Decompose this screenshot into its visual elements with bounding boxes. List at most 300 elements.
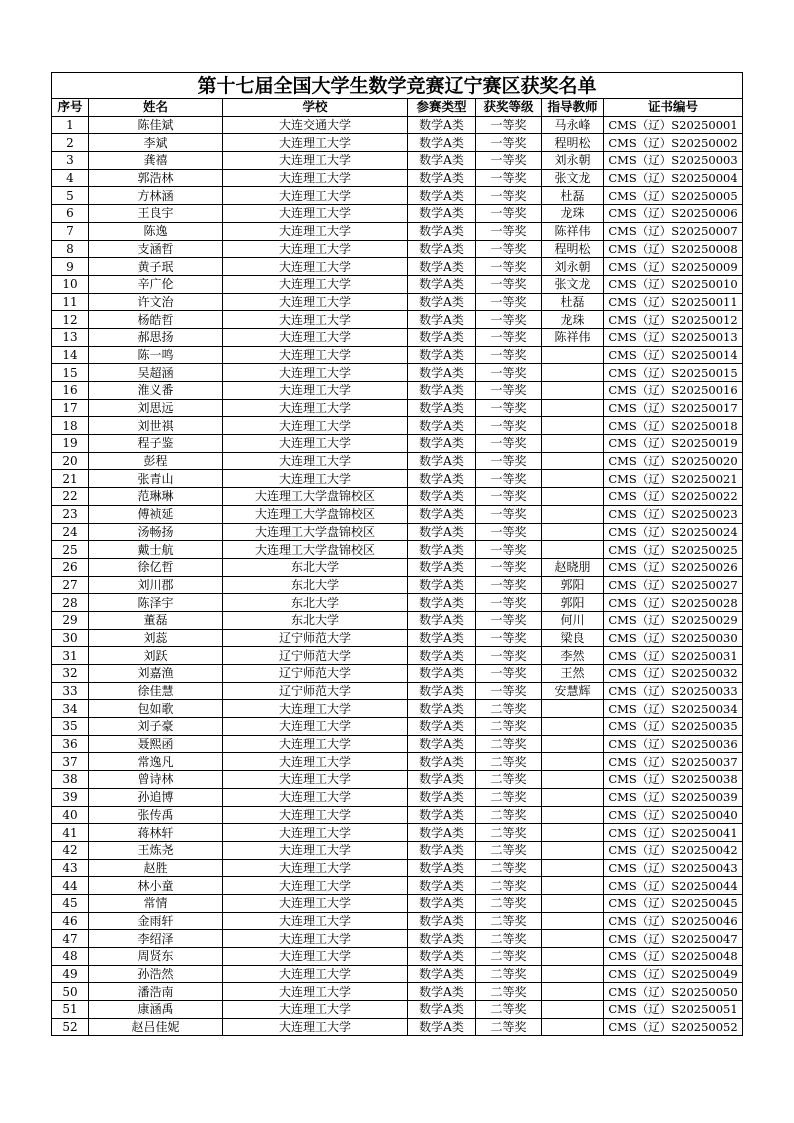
table-row <box>52 505 743 523</box>
row-seq: 33 <box>52 682 89 700</box>
row-award: 一等奖 <box>476 258 542 276</box>
row-name: 汤畅扬 <box>89 523 223 541</box>
row-certificate: CMS（辽）S20250028 <box>604 594 743 612</box>
row-advisor: 郭阳 <box>542 594 604 612</box>
row-name: 郭浩林 <box>89 169 223 187</box>
row-name: 刘嘉渔 <box>89 665 223 683</box>
row-advisor: 李然 <box>542 647 604 665</box>
row-advisor <box>542 417 604 435</box>
row-school: 大连理工大学 <box>223 258 408 276</box>
row-certificate: CMS（辽）S20250010 <box>604 275 743 293</box>
row-advisor: 何川 <box>542 611 604 629</box>
header-certificate: 证书编号 <box>604 99 743 117</box>
row-school: 大连理工大学 <box>223 275 408 293</box>
row-seq: 22 <box>52 488 89 506</box>
row-school: 大连理工大学 <box>223 152 408 170</box>
row-certificate: CMS（辽）S20250025 <box>604 541 743 559</box>
row-certificate: CMS（辽）S20250044 <box>604 877 743 895</box>
row-award: 一等奖 <box>476 169 542 187</box>
row-category: 数学A类 <box>408 665 476 683</box>
table-row <box>52 859 743 877</box>
row-seq: 43 <box>52 859 89 877</box>
row-certificate: CMS（辽）S20250002 <box>604 134 743 152</box>
row-name: 康涵禹 <box>89 1001 223 1019</box>
row-school: 大连理工大学 <box>223 948 408 966</box>
table-row <box>52 930 743 948</box>
table-row <box>52 116 743 134</box>
row-name: 常逸凡 <box>89 753 223 771</box>
row-award: 一等奖 <box>476 399 542 417</box>
row-school: 辽宁师范大学 <box>223 647 408 665</box>
row-category: 数学A类 <box>408 859 476 877</box>
row-seq: 5 <box>52 187 89 205</box>
row-advisor: 郭阳 <box>542 576 604 594</box>
row-advisor: 王然 <box>542 665 604 683</box>
row-school: 大连理工大学 <box>223 877 408 895</box>
row-certificate: CMS（辽）S20250005 <box>604 187 743 205</box>
row-seq: 24 <box>52 523 89 541</box>
row-category: 数学A类 <box>408 275 476 293</box>
row-school: 大连理工大学 <box>223 930 408 948</box>
row-advisor <box>542 1018 604 1036</box>
row-advisor <box>542 346 604 364</box>
row-school: 大连理工大学 <box>223 788 408 806</box>
row-category: 数学A类 <box>408 205 476 223</box>
table-row <box>52 965 743 983</box>
row-name: 刘跃 <box>89 647 223 665</box>
row-award: 二等奖 <box>476 983 542 1001</box>
row-school: 大连理工大学 <box>223 1001 408 1019</box>
row-name: 张青山 <box>89 470 223 488</box>
header-award: 获奖等级 <box>476 99 542 117</box>
row-certificate: CMS（辽）S20250013 <box>604 328 743 346</box>
table-row <box>52 541 743 559</box>
row-certificate: CMS（辽）S20250017 <box>604 399 743 417</box>
table-row <box>52 417 743 435</box>
row-seq: 48 <box>52 948 89 966</box>
row-name: 郝思扬 <box>89 328 223 346</box>
row-name: 范琳琳 <box>89 488 223 506</box>
row-category: 数学A类 <box>408 682 476 700</box>
row-certificate: CMS（辽）S20250012 <box>604 311 743 329</box>
row-advisor <box>542 435 604 453</box>
row-award: 一等奖 <box>476 187 542 205</box>
row-advisor <box>542 470 604 488</box>
row-seq: 36 <box>52 735 89 753</box>
row-category: 数学A类 <box>408 558 476 576</box>
row-seq: 45 <box>52 894 89 912</box>
table-row <box>52 134 743 152</box>
row-award: 二等奖 <box>476 1018 542 1036</box>
table-row <box>52 293 743 311</box>
row-name: 陈泽宇 <box>89 594 223 612</box>
table-row <box>52 169 743 187</box>
row-school: 大连理工大学 <box>223 134 408 152</box>
row-award: 二等奖 <box>476 912 542 930</box>
row-category: 数学A类 <box>408 948 476 966</box>
row-award: 一等奖 <box>476 240 542 258</box>
row-name: 刘世祺 <box>89 417 223 435</box>
row-seq: 8 <box>52 240 89 258</box>
table-row <box>52 222 743 240</box>
header-advisor: 指导教师 <box>542 99 604 117</box>
table-row <box>52 983 743 1001</box>
table-row <box>52 771 743 789</box>
row-seq: 6 <box>52 205 89 223</box>
table-row <box>52 328 743 346</box>
row-category: 数学A类 <box>408 1001 476 1019</box>
row-school: 辽宁师范大学 <box>223 665 408 683</box>
row-name: 吴超涵 <box>89 364 223 382</box>
table-row <box>52 205 743 223</box>
row-award: 二等奖 <box>476 894 542 912</box>
row-seq: 12 <box>52 311 89 329</box>
row-advisor: 杜磊 <box>542 187 604 205</box>
row-certificate: CMS（辽）S20250043 <box>604 859 743 877</box>
row-seq: 32 <box>52 665 89 683</box>
row-school: 大连理工大学 <box>223 859 408 877</box>
row-award: 一等奖 <box>476 541 542 559</box>
table-row <box>52 682 743 700</box>
row-award: 一等奖 <box>476 222 542 240</box>
row-award: 二等奖 <box>476 841 542 859</box>
row-advisor <box>542 771 604 789</box>
row-advisor <box>542 399 604 417</box>
row-school: 东北大学 <box>223 611 408 629</box>
row-category: 数学A类 <box>408 576 476 594</box>
row-school: 大连理工大学 <box>223 470 408 488</box>
table-row <box>52 1018 743 1036</box>
row-name: 支涵哲 <box>89 240 223 258</box>
row-certificate: CMS（辽）S20250023 <box>604 505 743 523</box>
row-name: 刘蕊 <box>89 629 223 647</box>
row-name: 刘思远 <box>89 399 223 417</box>
row-school: 大连理工大学 <box>223 771 408 789</box>
row-award: 一等奖 <box>476 647 542 665</box>
row-award: 一等奖 <box>476 346 542 364</box>
row-school: 大连理工大学 <box>223 435 408 453</box>
row-award: 一等奖 <box>476 293 542 311</box>
row-advisor <box>542 523 604 541</box>
row-name: 董磊 <box>89 611 223 629</box>
row-school: 大连理工大学 <box>223 346 408 364</box>
row-award: 一等奖 <box>476 488 542 506</box>
table-row <box>52 877 743 895</box>
row-name: 周贤东 <box>89 948 223 966</box>
row-seq: 34 <box>52 700 89 718</box>
row-advisor <box>542 930 604 948</box>
row-category: 数学A类 <box>408 222 476 240</box>
row-certificate: CMS（辽）S20250001 <box>604 116 743 134</box>
row-award: 一等奖 <box>476 682 542 700</box>
row-advisor <box>542 841 604 859</box>
row-school: 大连理工大学 <box>223 452 408 470</box>
table-row <box>52 152 743 170</box>
row-award: 二等奖 <box>476 718 542 736</box>
row-award: 一等奖 <box>476 594 542 612</box>
row-advisor: 张文龙 <box>542 275 604 293</box>
row-certificate: CMS（辽）S20250008 <box>604 240 743 258</box>
row-award: 一等奖 <box>476 523 542 541</box>
row-certificate: CMS（辽）S20250035 <box>604 718 743 736</box>
row-award: 二等奖 <box>476 948 542 966</box>
row-seq: 19 <box>52 435 89 453</box>
header-row <box>52 99 743 117</box>
row-award: 二等奖 <box>476 859 542 877</box>
row-category: 数学A类 <box>408 328 476 346</box>
row-school: 大连理工大学 <box>223 753 408 771</box>
row-advisor: 杜磊 <box>542 293 604 311</box>
row-seq: 41 <box>52 824 89 842</box>
row-award: 一等奖 <box>476 311 542 329</box>
row-certificate: CMS（辽）S20250024 <box>604 523 743 541</box>
row-certificate: CMS（辽）S20250048 <box>604 948 743 966</box>
row-category: 数学A类 <box>408 116 476 134</box>
row-school: 大连交通大学 <box>223 116 408 134</box>
row-award: 一等奖 <box>476 435 542 453</box>
table-row <box>52 258 743 276</box>
row-name: 王炼尧 <box>89 841 223 859</box>
row-seq: 20 <box>52 452 89 470</box>
row-name: 黄子珉 <box>89 258 223 276</box>
row-seq: 46 <box>52 912 89 930</box>
row-advisor <box>542 983 604 1001</box>
row-seq: 25 <box>52 541 89 559</box>
table-row <box>52 894 743 912</box>
row-school: 大连理工大学 <box>223 311 408 329</box>
row-certificate: CMS（辽）S20250021 <box>604 470 743 488</box>
row-certificate: CMS（辽）S20250031 <box>604 647 743 665</box>
row-certificate: CMS（辽）S20250019 <box>604 435 743 453</box>
row-category: 数学A类 <box>408 594 476 612</box>
table-row <box>52 806 743 824</box>
row-name: 陈逸 <box>89 222 223 240</box>
row-award: 二等奖 <box>476 930 542 948</box>
row-award: 一等奖 <box>476 452 542 470</box>
table-row <box>52 470 743 488</box>
row-advisor <box>542 541 604 559</box>
row-seq: 16 <box>52 382 89 400</box>
row-name: 赵胜 <box>89 859 223 877</box>
row-school: 辽宁师范大学 <box>223 682 408 700</box>
row-advisor <box>542 912 604 930</box>
row-award: 一等奖 <box>476 505 542 523</box>
row-school: 大连理工大学 <box>223 205 408 223</box>
row-category: 数学A类 <box>408 293 476 311</box>
row-certificate: CMS（辽）S20250045 <box>604 894 743 912</box>
row-seq: 26 <box>52 558 89 576</box>
title-row <box>52 73 743 99</box>
row-seq: 9 <box>52 258 89 276</box>
table-row <box>52 629 743 647</box>
row-name: 刘子豪 <box>89 718 223 736</box>
row-certificate: CMS（辽）S20250014 <box>604 346 743 364</box>
row-certificate: CMS（辽）S20250006 <box>604 205 743 223</box>
row-name: 徐佳慧 <box>89 682 223 700</box>
header-category: 参赛类型 <box>408 99 476 117</box>
table-row <box>52 382 743 400</box>
row-certificate: CMS（辽）S20250052 <box>604 1018 743 1036</box>
table-row <box>52 435 743 453</box>
row-advisor: 龙珠 <box>542 311 604 329</box>
row-name: 孙浩然 <box>89 965 223 983</box>
row-award: 二等奖 <box>476 824 542 842</box>
table-row <box>52 275 743 293</box>
row-name: 方林涵 <box>89 187 223 205</box>
row-seq: 14 <box>52 346 89 364</box>
row-certificate: CMS（辽）S20250027 <box>604 576 743 594</box>
row-award: 一等奖 <box>476 275 542 293</box>
row-school: 大连理工大学 <box>223 735 408 753</box>
row-category: 数学A类 <box>408 983 476 1001</box>
row-category: 数学A类 <box>408 629 476 647</box>
row-award: 二等奖 <box>476 806 542 824</box>
row-advisor <box>542 505 604 523</box>
row-award: 一等奖 <box>476 665 542 683</box>
row-advisor <box>542 382 604 400</box>
row-certificate: CMS（辽）S20250050 <box>604 983 743 1001</box>
table-row <box>52 824 743 842</box>
table-row <box>52 611 743 629</box>
row-certificate: CMS（辽）S20250004 <box>604 169 743 187</box>
row-school: 东北大学 <box>223 558 408 576</box>
row-name: 淮义番 <box>89 382 223 400</box>
row-name: 陈一鸣 <box>89 346 223 364</box>
row-advisor <box>542 806 604 824</box>
row-name: 杨皓哲 <box>89 311 223 329</box>
row-seq: 44 <box>52 877 89 895</box>
row-name: 傅祯延 <box>89 505 223 523</box>
table-row <box>52 912 743 930</box>
row-certificate: CMS（辽）S20250033 <box>604 682 743 700</box>
row-award: 二等奖 <box>476 753 542 771</box>
row-award: 二等奖 <box>476 788 542 806</box>
row-category: 数学A类 <box>408 912 476 930</box>
row-category: 数学A类 <box>408 718 476 736</box>
row-category: 数学A类 <box>408 611 476 629</box>
row-certificate: CMS（辽）S20250011 <box>604 293 743 311</box>
row-certificate: CMS（辽）S20250040 <box>604 806 743 824</box>
row-award: 一等奖 <box>476 470 542 488</box>
table-row <box>52 594 743 612</box>
row-seq: 47 <box>52 930 89 948</box>
row-seq: 11 <box>52 293 89 311</box>
row-award: 二等奖 <box>476 700 542 718</box>
row-award: 一等奖 <box>476 152 542 170</box>
row-award: 一等奖 <box>476 205 542 223</box>
row-seq: 18 <box>52 417 89 435</box>
row-award: 一等奖 <box>476 576 542 594</box>
row-category: 数学A类 <box>408 647 476 665</box>
row-category: 数学A类 <box>408 771 476 789</box>
row-school: 大连理工大学 <box>223 169 408 187</box>
row-category: 数学A类 <box>408 417 476 435</box>
row-advisor <box>542 753 604 771</box>
row-award: 二等奖 <box>476 1001 542 1019</box>
header-seq: 序号 <box>52 99 89 117</box>
row-certificate: CMS（辽）S20250046 <box>604 912 743 930</box>
row-seq: 15 <box>52 364 89 382</box>
row-seq: 42 <box>52 841 89 859</box>
row-name: 孙追博 <box>89 788 223 806</box>
row-seq: 28 <box>52 594 89 612</box>
row-category: 数学A类 <box>408 806 476 824</box>
table-row <box>52 187 743 205</box>
row-name: 包如歌 <box>89 700 223 718</box>
row-school: 大连理工大学 <box>223 912 408 930</box>
row-advisor <box>542 894 604 912</box>
row-school: 大连理工大学 <box>223 806 408 824</box>
row-category: 数学A类 <box>408 152 476 170</box>
row-award: 二等奖 <box>476 877 542 895</box>
row-advisor <box>542 965 604 983</box>
row-name: 徐亿哲 <box>89 558 223 576</box>
table-row <box>52 240 743 258</box>
row-award: 二等奖 <box>476 735 542 753</box>
row-seq: 7 <box>52 222 89 240</box>
row-advisor: 龙珠 <box>542 205 604 223</box>
row-school: 大连理工大学 <box>223 417 408 435</box>
row-seq: 50 <box>52 983 89 1001</box>
row-seq: 3 <box>52 152 89 170</box>
table-row <box>52 523 743 541</box>
row-advisor <box>542 948 604 966</box>
row-certificate: CMS（辽）S20250026 <box>604 558 743 576</box>
row-award: 一等奖 <box>476 116 542 134</box>
row-advisor: 程明松 <box>542 240 604 258</box>
row-advisor <box>542 788 604 806</box>
row-seq: 37 <box>52 753 89 771</box>
row-school: 大连理工大学 <box>223 364 408 382</box>
table-row <box>52 735 743 753</box>
row-school: 大连理工大学 <box>223 718 408 736</box>
row-award: 一等奖 <box>476 328 542 346</box>
row-category: 数学A类 <box>408 187 476 205</box>
row-school: 大连理工大学 <box>223 700 408 718</box>
row-category: 数学A类 <box>408 240 476 258</box>
row-certificate: CMS（辽）S20250032 <box>604 665 743 683</box>
row-name: 陈佳斌 <box>89 116 223 134</box>
row-school: 东北大学 <box>223 576 408 594</box>
row-category: 数学A类 <box>408 753 476 771</box>
row-school: 大连理工大学 <box>223 382 408 400</box>
row-advisor <box>542 700 604 718</box>
award-table <box>51 72 743 1036</box>
row-certificate: CMS（辽）S20250047 <box>604 930 743 948</box>
row-name: 程子鉴 <box>89 435 223 453</box>
row-award: 一等奖 <box>476 134 542 152</box>
row-certificate: CMS（辽）S20250041 <box>604 824 743 842</box>
row-category: 数学A类 <box>408 930 476 948</box>
table-row <box>52 665 743 683</box>
row-school: 大连理工大学 <box>223 187 408 205</box>
row-seq: 49 <box>52 965 89 983</box>
row-seq: 4 <box>52 169 89 187</box>
row-certificate: CMS（辽）S20250016 <box>604 382 743 400</box>
row-certificate: CMS（辽）S20250020 <box>604 452 743 470</box>
row-name: 龚禧 <box>89 152 223 170</box>
table-row <box>52 346 743 364</box>
row-award: 一等奖 <box>476 629 542 647</box>
row-category: 数学A类 <box>408 470 476 488</box>
page-title: 第十七届全国大学生数学竞赛辽宁赛区获奖名单 <box>52 73 743 99</box>
row-category: 数学A类 <box>408 841 476 859</box>
row-school: 大连理工大学 <box>223 399 408 417</box>
row-name: 蒋林轩 <box>89 824 223 842</box>
row-name: 刘川郡 <box>89 576 223 594</box>
table-row <box>52 399 743 417</box>
row-category: 数学A类 <box>408 965 476 983</box>
